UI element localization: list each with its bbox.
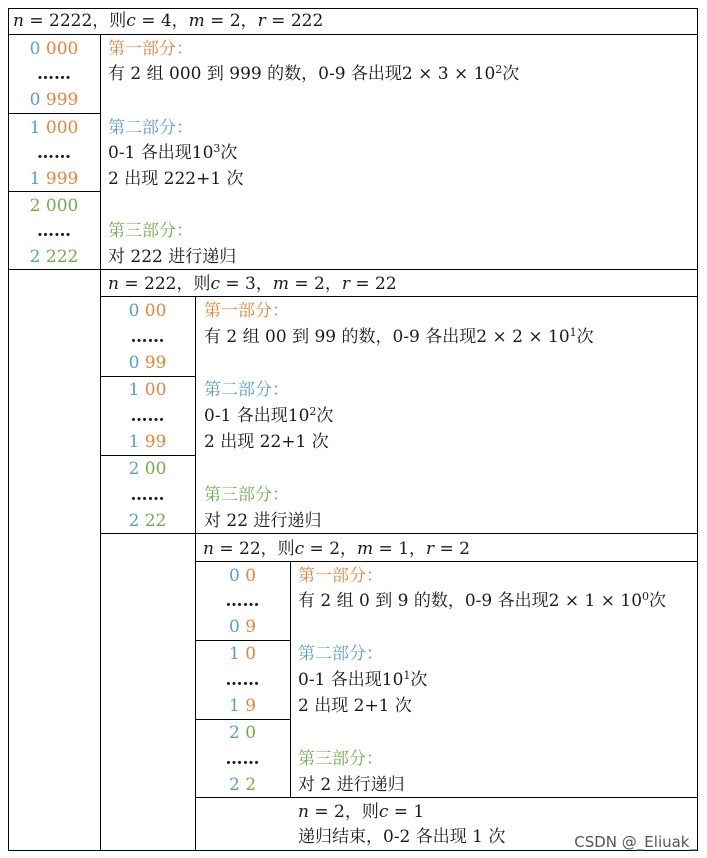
l1-part3-text: 对 222 进行递归 [108,247,237,267]
l1-part3-title: 第三部分： [108,221,193,241]
border-col3 [290,561,291,798]
l1-range1-end: 0 999 [29,90,79,110]
border-l1-header [8,34,698,35]
level1-header: 𝑛 = 2222，则𝑐 = 4，𝑚 = 2，𝑟 = 222 [13,11,324,31]
l3-range3-end: 2 2 [228,775,257,795]
l3-part3-text: 对 2 进行递归 [298,775,405,795]
l1-part2-title: 第二部分： [108,118,193,138]
l1-range2-dots: …… [37,143,71,163]
level2-header: 𝑛 = 222，则𝑐 = 3，𝑚 = 2，𝑟 = 22 [108,274,397,294]
l3-part2-text1: 0-1 各出现$10^1$次 [298,669,428,690]
l3-part2-title: 第二部分： [298,644,383,664]
l1-range3-start: 2 000 [29,196,79,216]
l1-range1-dots: …… [37,64,71,84]
l3-range1-start: 0 0 [228,566,257,586]
border-l1-r1 [8,113,101,114]
border-l3-r2 [195,719,290,720]
l1-part2-text2: 2 出现 222+1 次 [108,169,244,189]
l3-range3-dots: …… [225,749,260,769]
l2-part2-text1: 0-1 各出现$10^2$次 [204,405,334,426]
l2-range1-end: 0 99 [128,353,167,373]
l1-range3-end: 2 222 [29,247,79,267]
level4-text: 递归结束，0-2 各出现 1 次 [298,827,506,847]
l2-range3-end: 2 22 [128,511,167,531]
border-l1-bottom [8,269,698,270]
border-l2-header [100,296,698,297]
l2-range2-end: 1 99 [128,432,167,452]
l3-range1-dots: …… [225,591,260,611]
l1-range2-start: 1 000 [29,118,79,138]
border-right [697,8,698,851]
border-l3-r1 [195,640,290,641]
l2-part3-text: 对 22 进行递归 [204,511,322,531]
watermark: CSDN @_Eliuak_ [574,833,697,851]
l1-range2-end: 1 999 [29,169,79,189]
l2-part1-text: 有 2 组 00 到 99 的数，0-9 各出现$2 \times 2 \times 10^1$次 [204,326,594,347]
l3-range2-dots: …… [225,670,260,690]
border-l3-bottom [195,797,698,798]
l1-range1-start: 0 000 [29,39,79,59]
l2-range1-start: 0 00 [128,301,167,321]
l2-range2-dots: …… [130,406,165,426]
l3-range1-end: 0 9 [228,617,257,637]
l1-part1-text: 有 2 组 000 到 999 的数，0-9 各出现$2 \times 3 \times 10^2$次 [108,63,520,84]
l3-part3-title: 第三部分： [298,749,383,769]
level3-header: 𝑛 = 22，则𝑐 = 2，𝑚 = 1，𝑟 = 2 [203,539,471,559]
l3-part1-text: 有 2 组 0 到 9 的数，0-9 各出现$2 \times 1 \times 10^0$次 [298,590,667,611]
l3-part2-text2: 2 出现 2+1 次 [298,696,412,716]
border-l2-r2 [100,455,196,456]
border-l3-header [195,561,698,562]
l3-range2-start: 1 0 [228,644,257,664]
border-l2-bottom [100,533,698,534]
l2-part2-title: 第二部分： [204,380,289,400]
l2-part1-title: 第一部分： [204,301,289,321]
l3-range3-start: 2 0 [228,723,257,743]
l1-part2-text1: 0-1 各出现$10^3$次 [108,142,238,163]
l2-range1-dots: …… [130,327,165,347]
l3-part1-title: 第一部分： [298,566,383,586]
l3-range2-end: 1 9 [228,696,257,716]
border-top [8,8,698,9]
l2-range2-start: 1 00 [128,380,167,400]
l2-part3-title: 第三部分： [204,485,289,505]
l2-part2-text2: 2 出现 22+1 次 [204,432,329,452]
l1-part1-title: 第一部分： [108,39,193,59]
border-l1-r2 [8,191,101,192]
border-l2-r1 [100,376,196,377]
l2-range3-start: 2 00 [128,459,167,479]
level4-header: 𝑛 = 2，则𝑐 = 1 [298,802,425,822]
l1-range3-dots: …… [37,221,71,241]
l2-range3-dots: …… [130,485,165,505]
